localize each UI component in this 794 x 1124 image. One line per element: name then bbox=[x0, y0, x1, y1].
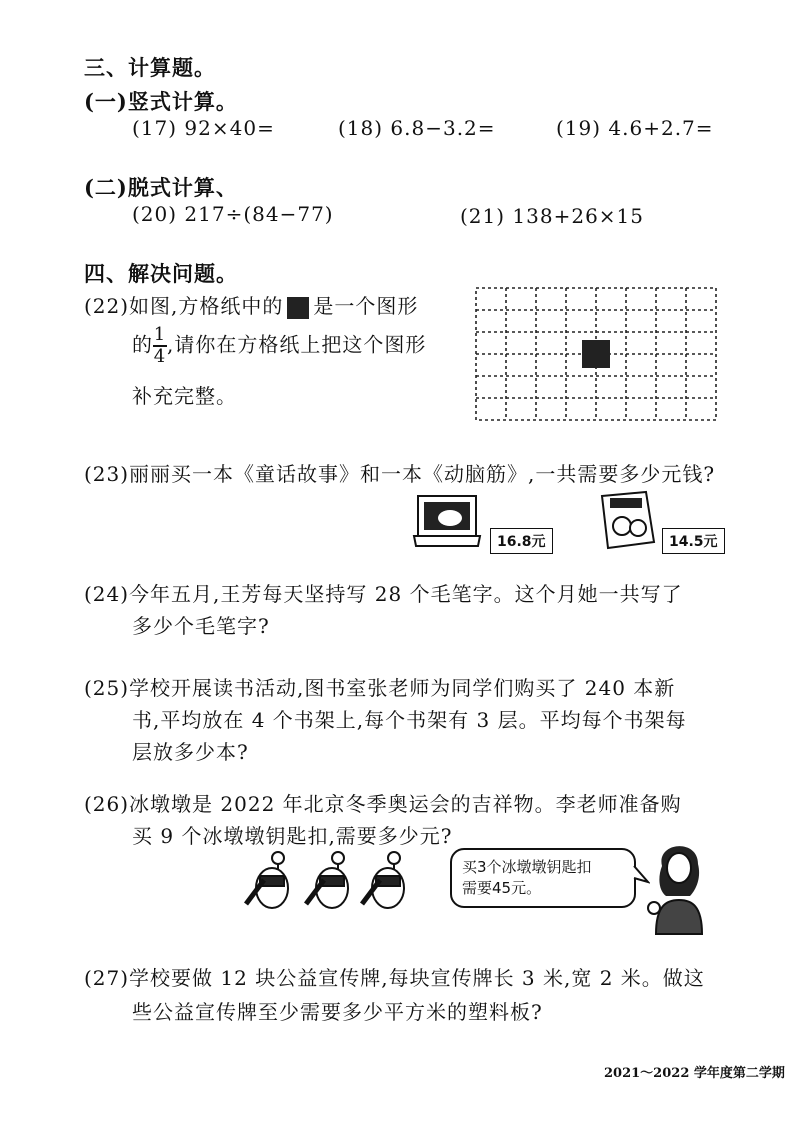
q21: (21) 138+26×15 bbox=[460, 204, 644, 228]
price-tag-2: 14.5元 bbox=[662, 528, 725, 554]
grid-shaded-cell bbox=[582, 340, 610, 368]
bubble-line2: 需要45元。 bbox=[462, 879, 542, 897]
shaded-square bbox=[287, 297, 309, 319]
q27-line1: (27)学校要做 12 块公益宣传牌,每块宣传牌长 3 米,宽 2 米。做这 bbox=[84, 966, 705, 990]
q17: (17) 92×40= bbox=[132, 116, 275, 140]
q22-text-c: 的 bbox=[132, 332, 153, 357]
q18: (18) 6.8−3.2= bbox=[338, 116, 496, 140]
q24-line1: (24)今年五月,王芳每天坚持写 28 个毛笔字。这个月她一共写了 bbox=[84, 582, 683, 606]
q22-line2 bbox=[132, 326, 426, 366]
keychain-icon-1 bbox=[246, 852, 288, 908]
bubble-line1: 买3个冰墩墩钥匙扣 bbox=[462, 858, 592, 876]
book-brain-teaser-icon bbox=[598, 488, 658, 552]
keychain-icon-2 bbox=[306, 852, 348, 908]
q25-line3: 层放多少本? bbox=[132, 740, 249, 764]
q25-line2: 书,平均放在 4 个书架上,每个书架有 3 层。平均每个书架每 bbox=[132, 708, 687, 732]
fraction-one-quarter bbox=[153, 326, 167, 366]
q26-line2: 买 9 个冰墩墩钥匙扣,需要多少元? bbox=[132, 824, 453, 848]
grid-paper bbox=[474, 286, 718, 422]
q22-text-d: ,请你在方格纸上把这个图形 bbox=[167, 332, 427, 357]
sub1-title: (一)竖式计算。 bbox=[84, 89, 238, 114]
q22-line3: 补充完整。 bbox=[132, 384, 237, 408]
q27-line2: 些公益宣传牌至少需要多少平方米的塑料板? bbox=[132, 1000, 543, 1024]
q22-text-b: 是一个图形 bbox=[313, 294, 419, 318]
price-tag-1: 16.8元 bbox=[490, 528, 553, 554]
book-fairy-tale-icon bbox=[412, 492, 482, 550]
q20: (20) 217÷(84−77) bbox=[132, 202, 334, 226]
keychain-icons bbox=[240, 850, 420, 912]
sub2-title: (二)脱式计算、 bbox=[84, 175, 238, 200]
section3-title: 三、计算题。 bbox=[84, 55, 216, 80]
frac-num: 1 bbox=[153, 324, 167, 345]
section4-title: 四、解决问题。 bbox=[84, 261, 238, 286]
footer-term: 2021～2022 学年度第二学期 bbox=[604, 1066, 785, 1081]
q26-line1: (26)冰墩墩是 2022 年北京冬季奥运会的吉祥物。李老师准备购 bbox=[84, 792, 682, 816]
q22-line1 bbox=[84, 290, 418, 319]
speech-bubble bbox=[450, 848, 636, 908]
q25-line1: (25)学校开展读书活动,图书室张老师为同学们购买了 240 本新 bbox=[84, 676, 676, 700]
frac-den: 4 bbox=[153, 346, 167, 367]
q22-text-a: (22)如图,方格纸中的 bbox=[84, 294, 284, 318]
q19: (19) 4.6+2.7= bbox=[556, 116, 714, 140]
q24-line2: 多少个毛笔字? bbox=[132, 614, 270, 638]
teacher-icon bbox=[646, 836, 712, 936]
keychain-icon-3 bbox=[362, 852, 404, 908]
q23: (23)丽丽买一本《童话故事》和一本《动脑筋》,一共需要多少元钱? bbox=[84, 462, 716, 486]
